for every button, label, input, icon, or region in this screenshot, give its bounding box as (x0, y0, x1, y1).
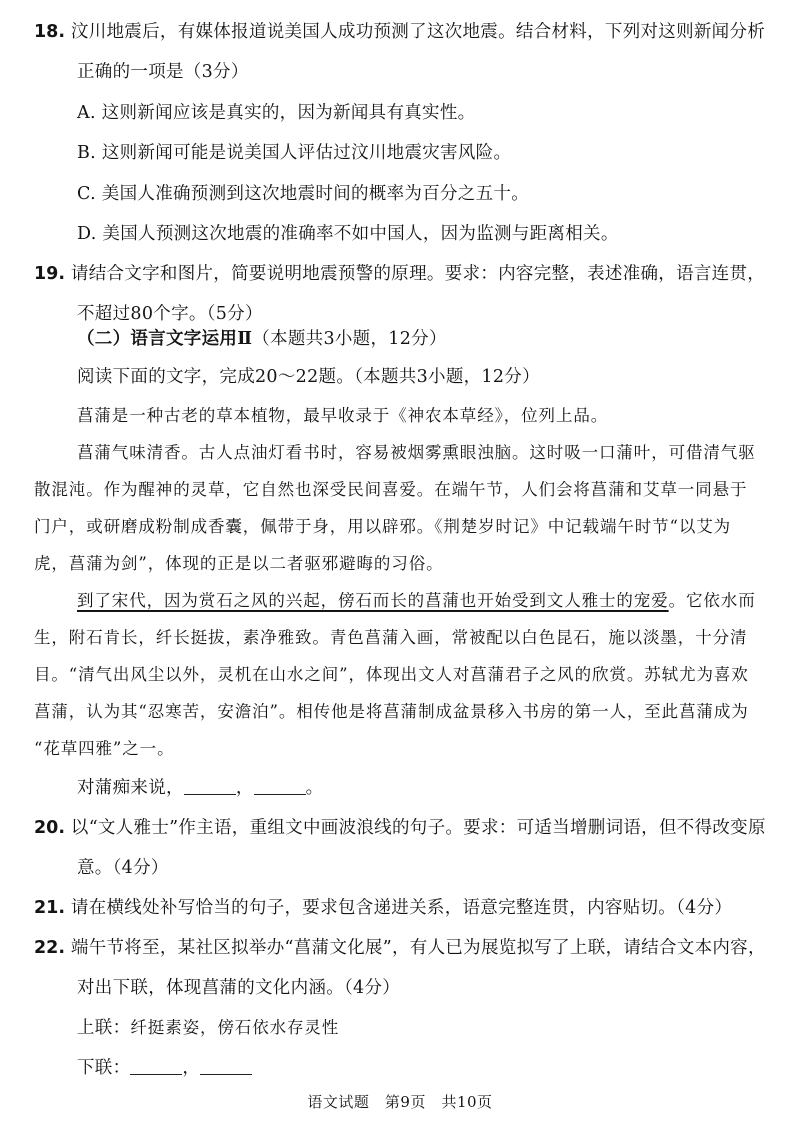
q22-text: 端午节将至，某社区拟举办“菖蒲文化展”，有人已为展览拟写了上联，请结合文本内容， (70, 938, 766, 958)
q19-line1 (34, 262, 765, 286)
q20-line1 (34, 816, 766, 840)
passage-p3-line4: 菖蒲，认为其“忍寒苦，安澹泊”。相传他是将菖蒲制成盆景移入书房的第一人，至此菖蒲成为 (34, 702, 749, 721)
q18-stem-text: 汶川地震后，有媒体报道说美国人成功预测了这次地震。结合材料，下列对这则新闻分析 (70, 22, 766, 42)
passage-p4-sep: ， (235, 778, 254, 798)
q19-line2: 不超过80个字。（5分） (77, 304, 263, 324)
answer-blank-1[interactable] (184, 776, 236, 795)
q18-option-b: B. 这则新闻可能是说美国人评估过汶川地震灾害风险。 (77, 143, 512, 163)
passage-p2-line4: 虎，菖蒲为剑”，体现的正是以二者驱邪避晦的习俗。 (34, 554, 444, 573)
passage-p2-line2: 散混沌。作为醒神的灵草，它自然也深受民间喜爱。在端午节，人们会将菖蒲和艾草一同悬于 (34, 480, 748, 499)
section-title: （二）语言文字运用Ⅱ (77, 329, 253, 349)
passage-p2-line1: 菖蒲气味清香。古人点油灯看书时，容易被烟雾熏眼浊脑。这时吸一口蒲叶，可借清气驱 (77, 443, 756, 462)
q20-line2: 意。（4分） (77, 858, 169, 878)
lower-couplet-label: 下联： (77, 1058, 131, 1078)
passage-p4-line (77, 776, 323, 800)
q19-number: 19. (34, 264, 66, 284)
q21-number: 21. (34, 898, 66, 918)
q18-option-a: A. 这则新闻应该是真实的，因为新闻具有真实性。 (77, 103, 476, 123)
q18-stem-line2: 正确的一项是（3分） (77, 62, 249, 82)
q22-line1 (34, 936, 766, 960)
q21-text: 请在横线处补写恰当的句子，要求包含递进关系，语意完整连贯，内容贴切。（4分） (70, 898, 733, 918)
q18-number: 18. (34, 22, 66, 42)
passage-p3-line5: “花草四雅”之一。 (34, 739, 175, 758)
q19-text: 请结合文字和图片，简要说明地震预警的原理。要求：内容完整，表述准确，语言连贯， (70, 264, 766, 284)
lower-couplet (77, 1056, 252, 1080)
lower-couplet-blank-1[interactable] (130, 1056, 182, 1075)
answer-blank-2[interactable] (254, 776, 306, 795)
upper-couplet (77, 1016, 339, 1040)
page-footer: 语文试题 第9页 共10页 (307, 1093, 493, 1111)
section-instruction: 阅读下面的文字，完成20～22题。（本题共3小题，12分） (77, 367, 540, 387)
lower-couplet-blank-2[interactable] (200, 1056, 252, 1075)
q22-number: 22. (34, 938, 66, 958)
q22-line2: 对出下联，体现菖蒲的文化内涵。（4分） (77, 978, 401, 998)
section-header (77, 327, 447, 351)
passage-p3-line1 (77, 589, 756, 613)
q18-option-d: D. 美国人预测这次地震的准确率不如中国人，因为监测与距离相关。 (77, 224, 619, 244)
section-note: （本题共3小题，12分） (252, 329, 447, 349)
passage-p1: 菖蒲是一种古老的草本植物，最早收录于《神农本草经》，位列上品。 (77, 406, 609, 425)
q20-text: 以“文人雅士”作主语，重组文中画波浪线的句子。要求：可适当增删词语，但不得改变原 (70, 818, 766, 838)
passage-p3-line1-rest: 。它依水而 (668, 591, 756, 610)
q18-stem-line1 (34, 20, 765, 44)
passage-p2-line3: 门户，或研磨成粉制成香囊，佩带于身，用以辟邪。《荆楚岁时记》中记载端午时节“以艾为 (34, 517, 732, 536)
wavy-underlined-sentence: 到了宋代，因为赏石之风的兴起，傍石而长的菖蒲也开始受到文人雅士的宠爱 (77, 591, 669, 610)
passage-p4-end: 。 (305, 778, 324, 798)
upper-couplet-text: 纤挺素姿，傍石依水存灵性 (130, 1018, 340, 1037)
q21-line1 (34, 896, 732, 920)
passage-p3-line2: 生，附石肯长，纤长挺拔，素净雅致。青色菖蒲入画，常被配以白色昆石，施以淡墨，十分清 (34, 628, 748, 647)
passage-p3-line3: 目。“清气出风尘以外，灵机在山水之间”，体现出文人对菖蒲君子之风的欣赏。苏轼尤为喜欢 (34, 665, 749, 684)
q18-option-c: C. 美国人准确预测到这次地震时间的概率为百分之五十。 (77, 184, 529, 204)
lower-couplet-sep: ， (182, 1058, 201, 1078)
upper-couplet-label: 上联： (77, 1018, 131, 1038)
passage-p4-prefix: 对蒲痴来说， (77, 778, 184, 798)
q20-number: 20. (34, 818, 66, 838)
